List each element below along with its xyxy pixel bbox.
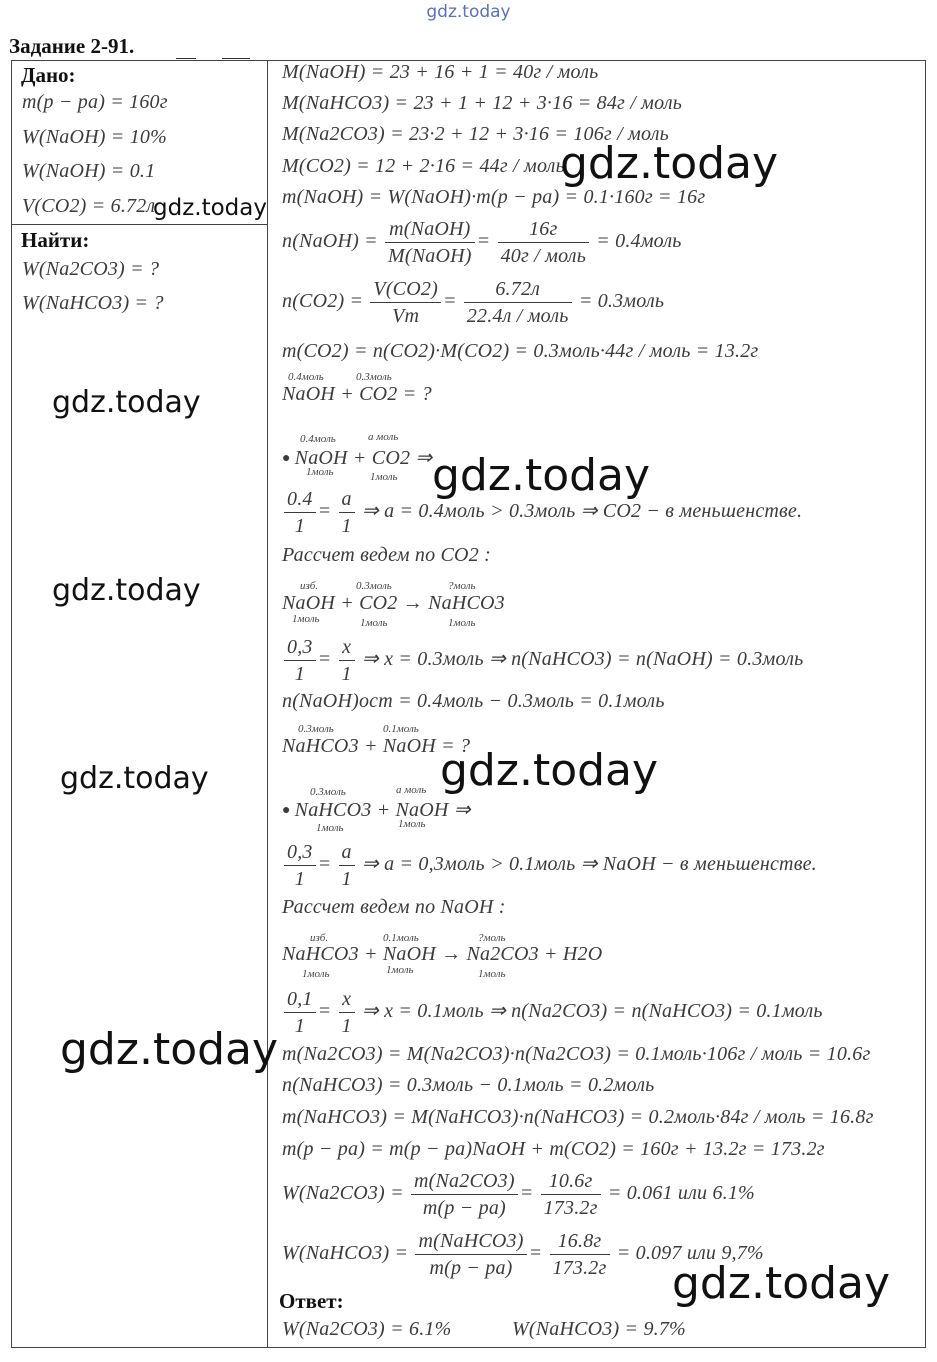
fraction <box>464 276 572 329</box>
column-divider <box>267 60 268 1348</box>
fraction <box>411 1168 518 1221</box>
expr-result: ⇒ a = 0.4моль > 0.3моль ⇒ CO2 − в меньшенстве. <box>361 500 803 523</box>
molar-mass-co2: M(CO2) = 12 + 2·16 = 44г / моль <box>282 155 565 177</box>
given-item: W(NaOH) = 0.1 <box>22 160 156 182</box>
denominator: 1 <box>294 868 305 890</box>
expr-result: = 0.097 или 9,7% <box>616 1242 764 1265</box>
denominator: 1 <box>341 1015 352 1037</box>
fraction <box>284 986 316 1039</box>
reaction-text: NaOH + CO2 ⇒ <box>294 447 433 469</box>
denominator: Vm <box>392 305 420 327</box>
expr-lhs: n(CO2) = <box>282 290 364 313</box>
calc-note-1: Рассчет ведем по CO2 : <box>282 544 491 566</box>
fraction <box>284 839 316 892</box>
denominator: 1 <box>341 868 352 890</box>
denominator: m(p − pa) <box>422 1197 506 1219</box>
annotation: 1моль <box>448 617 476 629</box>
answer-na2co3: W(Na2CO3) = 6.1% <box>282 1318 452 1340</box>
watermark: gdz.today <box>60 1024 279 1075</box>
proportion-1: $\frac{0.4}{1}$ = $\frac{a}{1}$ ⇒ a = 0.4моль > 0.3моль ⇒ CO2 − в меньшенстве. <box>282 486 802 539</box>
numerator: 0,3 <box>284 839 316 866</box>
reaction-3: NaOH + CO2 → NaHCO3 <box>282 592 505 614</box>
watermark: gdz.today <box>560 138 779 189</box>
molar-mass-na2co3: M(Na2CO3) = 23·2 + 12 + 3·16 = 106г / моль <box>282 123 669 145</box>
annotation: 0.3моль <box>356 580 392 592</box>
denominator: m(p − pa) <box>429 1257 513 1279</box>
numerator: 0,1 <box>284 986 316 1013</box>
moles-nahco3: n(NaHCO3) = 0.3моль − 0.1моль = 0.2моль <box>282 1074 655 1096</box>
fraction-nahco3: W(NaHCO3) = $\frac{\text{m(NaHCO3)}}{m(p - pa)}$ = $\frac{16.8г}{173.2г}$ = 0.097 или 9,7% <box>282 1230 764 1279</box>
annotation: 0.4моль <box>288 371 324 383</box>
mass-co2: m(CO2) = n(CO2)·M(CO2) = 0.3моль·44г / моль = 13.2г <box>282 340 759 362</box>
denominator: 40г / моль <box>500 245 587 267</box>
annotation: a моль <box>396 784 427 796</box>
annotation: 0.4моль <box>300 433 336 445</box>
expr-result: = 0.061 или 6.1% <box>607 1182 755 1205</box>
annotation: 1моль <box>398 818 426 830</box>
numerator: 16.8г <box>550 1228 610 1255</box>
reaction-text: NaHCO3 + NaOH ⇒ <box>294 799 471 821</box>
remaining-naoh: n(NaOH)ост = 0.4моль − 0.3моль = 0.1моль <box>282 690 665 712</box>
annotation: 1моль <box>302 968 330 980</box>
given-find-divider <box>11 224 268 225</box>
annotation: 0.3моль <box>310 786 346 798</box>
reaction-5 <box>282 797 471 822</box>
expr-lhs: n(NaOH) = <box>282 230 378 253</box>
annotation: 0.1моль <box>383 932 419 944</box>
watermark: gdz.today <box>52 573 201 608</box>
denominator: M(NaOH) <box>388 245 472 267</box>
mass-nahco3: m(NaHCO3) = M(NaHCO3)·n(NaHCO3) = 0.2моль·84г / моль = 16.8г <box>282 1106 874 1128</box>
given-item: m(p − pa) = 160г <box>22 91 168 113</box>
numerator: a <box>339 486 355 513</box>
watermark: gdz.today <box>440 745 659 796</box>
mass-naoh: m(NaOH) = W(NaOH)·m(p − pa) = 0.1·160г = 16г <box>282 186 706 208</box>
bullet-icon: ● <box>282 803 291 818</box>
given-label: Дано: <box>21 63 76 87</box>
fraction <box>339 986 355 1039</box>
site-header-link[interactable]: gdz.today <box>426 2 511 22</box>
watermark: gdz.today <box>60 761 209 796</box>
denominator: 1 <box>341 663 352 685</box>
proportion-2: $\frac{0,3}{1}$ = $\frac{x}{1}$ ⇒ x = 0.3моль ⇒ n(NaHCO3) = n(NaOH) = 0.3моль <box>282 634 803 687</box>
annotation: 0.3моль <box>356 371 392 383</box>
denominator: 1 <box>294 515 305 537</box>
reaction-1: NaOH + CO2 = ? <box>282 383 432 405</box>
fraction <box>385 216 475 269</box>
numerator: m(NaOH) <box>385 216 475 243</box>
bullet-icon: ● <box>282 451 291 466</box>
fraction <box>284 486 316 539</box>
annotation: 1моль <box>386 964 414 976</box>
annotation: изб. <box>310 932 329 944</box>
numerator: m(Na2CO3) <box>411 1168 518 1195</box>
proportion-3: $\frac{0,3}{1}$ = $\frac{a}{1}$ ⇒ a = 0,3моль > 0.1моль ⇒ NaOH − в меньшенстве. <box>282 839 817 892</box>
numerator: x <box>339 986 355 1013</box>
annotation: ?моль <box>448 580 476 592</box>
find-item: W(NaHCO3) = ? <box>22 292 164 314</box>
fraction <box>498 216 589 269</box>
expr-result: = 0.4моль <box>596 230 682 253</box>
annotation: 1моль <box>478 968 506 980</box>
title-underline-2 <box>222 58 250 59</box>
denominator: 173.2г <box>543 1197 598 1219</box>
molar-mass-naoh: M(NaOH) = 23 + 16 + 1 = 40г / моль <box>282 61 599 83</box>
find-item: W(Na2CO3) = ? <box>22 258 160 280</box>
annotation: 1моль <box>306 466 334 478</box>
annotation: 0.1моль <box>383 723 419 735</box>
expr-result: ⇒ x = 0.3моль ⇒ n(NaHCO3) = n(NaOH) = 0.3моль <box>361 648 804 671</box>
reaction-2 <box>282 445 432 470</box>
numerator: 10.6г <box>541 1168 601 1195</box>
solution-mass: m(p − pa) = m(p − pa)NaOH + m(CO2) = 160г + 13.2г = 173.2г <box>282 1138 825 1160</box>
watermark: gdz.today <box>52 385 201 420</box>
fraction <box>284 634 316 687</box>
fraction <box>415 1228 526 1281</box>
numerator: 6.72л <box>464 276 572 303</box>
numerator: 16г <box>498 216 589 243</box>
answer-label: Ответ: <box>279 1289 344 1313</box>
title-underline <box>176 58 196 59</box>
watermark: gdz.today <box>672 1258 891 1309</box>
moles-naoh: n(NaOH) = $\frac{\text{m(NaOH)}}{\text{M(NaOH)}}$ = $\frac{16г}{\text{40г / моль}}$ = 0.4моль <box>282 218 682 267</box>
denominator: 173.2г <box>552 1257 607 1279</box>
annotation: ?моль <box>478 932 506 944</box>
fraction <box>550 1228 610 1281</box>
given-item: V(CO2) = 6.72л <box>22 195 156 217</box>
denominator: 1 <box>341 515 352 537</box>
molar-mass-nahco3: M(NaHCO3) = 23 + 1 + 12 + 3·16 = 84г / моль <box>282 92 683 114</box>
numerator: m(NaHCO3) <box>415 1228 526 1255</box>
denominator: 1 <box>294 1015 305 1037</box>
moles-co2: n(CO2) = $\frac{V(CO2)}{Vm}$ = $\frac{6.72л}{\text{22.4л / моль}}$ = 0.3моль <box>282 278 665 327</box>
expr-result: = 0.3моль <box>578 290 665 313</box>
reaction-4: NaHCO3 + NaOH = ? <box>282 735 471 757</box>
expr-lhs: W(NaHCO3) = <box>282 1242 409 1265</box>
numerator: a <box>339 839 355 866</box>
annotation: 0.3моль <box>298 723 334 735</box>
annotation: 1моль <box>360 617 388 629</box>
watermark: gdz.today <box>153 195 267 221</box>
mass-na2co3: m(Na2CO3) = M(Na2CO3)·n(Na2CO3) = 0.1моль·106г / моль = 10.6г <box>282 1043 871 1065</box>
find-label: Найти: <box>21 228 90 252</box>
fraction-na2co3: W(Na2CO3) = $\frac{m(Na2CO3)}{m(p - pa)}$ = $\frac{10.6г}{173.2г}$ = 0.061 или 6.1% <box>282 1170 755 1219</box>
watermark: gdz.today <box>432 450 651 501</box>
given-item: W(NaOH) = 10% <box>22 126 167 148</box>
annotation: 1моль <box>370 471 398 483</box>
denominator: 22.4л / моль <box>466 305 569 327</box>
expr-result: ⇒ x = 0.1моль ⇒ n(Na2CO3) = n(NaHCO3) = 0.1моль <box>361 1000 823 1023</box>
proportion-4: $\frac{0,1}{1}$ = $\frac{x}{1}$ ⇒ x = 0.1моль ⇒ n(Na2CO3) = n(NaHCO3) = 0.1моль <box>282 986 823 1039</box>
fraction <box>339 839 355 892</box>
fraction <box>541 1168 601 1221</box>
numerator: 0,3 <box>284 634 316 661</box>
numerator: 0.4 <box>284 486 316 513</box>
fraction <box>370 276 441 329</box>
numerator: V(CO2) <box>370 276 441 303</box>
expr-result: ⇒ a = 0,3моль > 0.1моль ⇒ NaOH − в меньшенстве. <box>361 853 817 876</box>
reaction-6: NaHCO3 + NaOH → Na2CO3 + H2O <box>282 943 603 965</box>
answer-nahco3: W(NaHCO3) = 9.7% <box>512 1318 686 1340</box>
fraction <box>339 486 355 539</box>
calc-note-2: Рассчет ведем по NaOH : <box>282 896 506 918</box>
numerator: x <box>339 634 355 661</box>
annotation: a моль <box>368 431 399 443</box>
fraction <box>339 634 355 687</box>
annotation: 1моль <box>292 613 320 625</box>
annotation: 1моль <box>316 822 344 834</box>
annotation: изб. <box>300 580 319 592</box>
expr-lhs: W(Na2CO3) = <box>282 1182 404 1205</box>
denominator: 1 <box>294 663 305 685</box>
task-title: Задание 2-91. <box>9 34 135 58</box>
